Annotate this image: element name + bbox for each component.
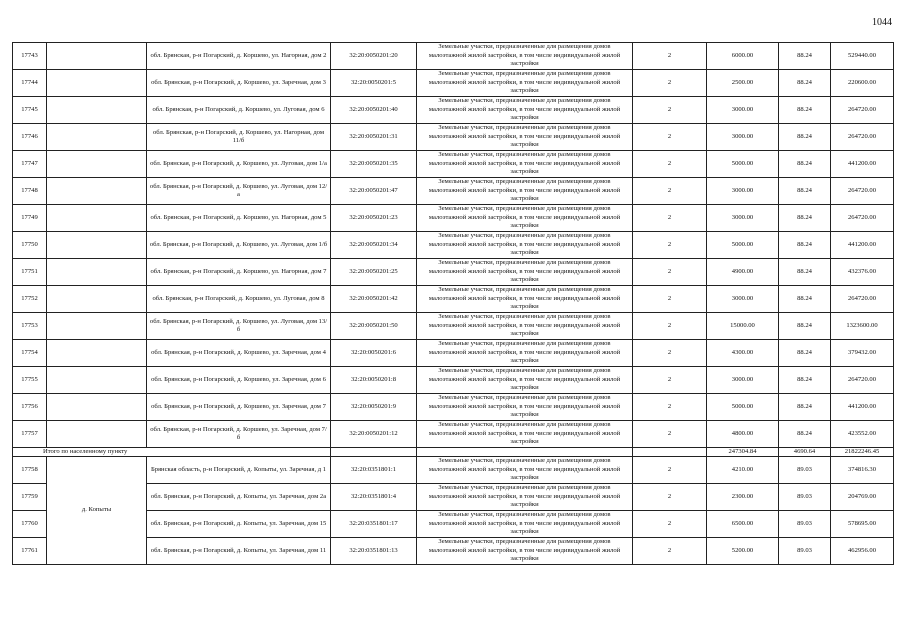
area-cell: 5000.00 xyxy=(707,151,779,178)
specific-value-cell: 88.24 xyxy=(779,340,831,367)
area-cell: 5000.00 xyxy=(707,394,779,421)
address-cell: обл. Брянская, р-н Погарский, д. Коршево, ул. Заречная, дом 7 xyxy=(147,394,331,421)
table-row xyxy=(13,286,894,313)
cadastral-number-cell: 32:20:0050201:23 xyxy=(331,205,417,232)
land-category-cell: Земельные участки, предназначенные для размещения домов малоэтажной жилой застройки, в том числе индивидуальной жилой застройки xyxy=(417,367,633,394)
land-category-cell: Земельные участки, предназначенные для размещения домов малоэтажной жилой застройки, в том числе индивидуальной жилой застройки xyxy=(417,97,633,124)
land-category-cell: Земельные участки, предназначенные для размещения домов малоэтажной жилой застройки, в том числе индивидуальной жилой застройки xyxy=(417,232,633,259)
area-cell: 3000.00 xyxy=(707,205,779,232)
table-row xyxy=(13,394,894,421)
address-cell: обл. Брянская, р-н Погарский, д. Коршево, ул. Луговая, дом 8 xyxy=(147,286,331,313)
settlement-cell xyxy=(47,259,147,286)
cadastral-number-cell: 32:20:0050201:8 xyxy=(331,367,417,394)
cadastral-value-cell: 220600.00 xyxy=(831,70,894,97)
cadastral-number-cell: 32:20:0050201:5 xyxy=(331,70,417,97)
group-cell: 2 xyxy=(633,178,707,205)
table-row xyxy=(13,178,894,205)
land-category-cell: Земельные участки, предназначенные для размещения домов малоэтажной жилой застройки, в том числе индивидуальной жилой застройки xyxy=(417,511,633,538)
row-number: 17749 xyxy=(13,205,47,232)
specific-value-cell: 88.24 xyxy=(779,178,831,205)
address-cell: обл. Брянская, р-н Погарский, д. Коршево, ул. Нагорная, дом 2 xyxy=(147,43,331,70)
specific-value-cell: 88.24 xyxy=(779,286,831,313)
settlement-cell xyxy=(47,124,147,151)
area-cell: 4900.00 xyxy=(707,259,779,286)
specific-value-cell: 88.24 xyxy=(779,70,831,97)
row-number: 17759 xyxy=(13,484,47,511)
settlement-cell xyxy=(47,286,147,313)
address-cell: обл. Брянская, р-н Погарский, д. Коршево, ул. Заречная, дом 3 xyxy=(147,70,331,97)
specific-value-cell: 88.24 xyxy=(779,259,831,286)
area-cell: 2500.00 xyxy=(707,70,779,97)
cadastral-value-cell: 264720.00 xyxy=(831,124,894,151)
address-cell: обл. Брянская, р-н Погарский, д. Копыты, ул. Заречная, дом 15 xyxy=(147,511,331,538)
row-number: 17750 xyxy=(13,232,47,259)
total-rate: 4690.64 xyxy=(779,448,831,457)
cadastral-value-cell: 204769.00 xyxy=(831,484,894,511)
group-cell: 2 xyxy=(633,97,707,124)
settlement-cell xyxy=(47,151,147,178)
table-row xyxy=(13,421,894,448)
land-category-cell: Земельные участки, предназначенные для размещения домов малоэтажной жилой застройки, в том числе индивидуальной жилой застройки xyxy=(417,43,633,70)
specific-value-cell: 88.24 xyxy=(779,313,831,340)
address-cell: обл. Брянская, р-н Погарский, д. Коршево, ул. Заречная, дом 7/б xyxy=(147,421,331,448)
settlement-cell xyxy=(47,367,147,394)
cadastral-number-cell: 32:20:0050201:34 xyxy=(331,232,417,259)
table-row xyxy=(13,205,894,232)
group-cell: 2 xyxy=(633,394,707,421)
specific-value-cell: 88.24 xyxy=(779,421,831,448)
table-row xyxy=(13,313,894,340)
cadastral-value-cell: 441200.00 xyxy=(831,151,894,178)
address-cell: обл. Брянская, р-н Погарский, д. Коршево, ул. Заречная, дом 4 xyxy=(147,340,331,367)
group-cell: 2 xyxy=(633,43,707,70)
area-cell: 4800.00 xyxy=(707,421,779,448)
row-number: 17758 xyxy=(13,457,47,484)
settlement-name: д. Копыты xyxy=(47,457,147,565)
row-number: 17744 xyxy=(13,70,47,97)
area-cell: 15000.00 xyxy=(707,313,779,340)
settlement-cell xyxy=(47,232,147,259)
cadastral-value-cell: 379432.00 xyxy=(831,340,894,367)
cadastral-number-cell: 32:20:0050201:9 xyxy=(331,394,417,421)
cadastral-number-cell: 32:20:0050201:50 xyxy=(331,313,417,340)
specific-value-cell: 88.24 xyxy=(779,151,831,178)
land-category-cell: Земельные участки, предназначенные для размещения домов малоэтажной жилой застройки, в том числе индивидуальной жилой застройки xyxy=(417,538,633,565)
specific-value-cell: 89.03 xyxy=(779,484,831,511)
specific-value-cell: 88.24 xyxy=(779,97,831,124)
cadastral-value-cell: 441200.00 xyxy=(831,394,894,421)
address-cell: обл. Брянская, р-н Погарский, д. Коршево, ул. Луговая, дом 12/а xyxy=(147,178,331,205)
cadastral-value-cell: 578695.00 xyxy=(831,511,894,538)
address-cell: обл. Брянская, р-н Погарский, д. Копыты, ул. Заречная, дом 11 xyxy=(147,538,331,565)
row-number: 17756 xyxy=(13,394,47,421)
table-row xyxy=(13,43,894,70)
cadastral-number-cell: 32:20:0351801:17 xyxy=(331,511,417,538)
address-cell: обл. Брянская, р-н Погарский, д. Коршево, ул. Нагорная, дом 5 xyxy=(147,205,331,232)
area-cell: 4210.00 xyxy=(707,457,779,484)
row-number: 17753 xyxy=(13,313,47,340)
group-cell: 2 xyxy=(633,313,707,340)
table-row xyxy=(13,340,894,367)
cadastral-number-cell: 32:20:0050201:47 xyxy=(331,178,417,205)
table-row xyxy=(13,232,894,259)
address-cell: обл. Брянская, р-н Погарский, д. Коршево, ул. Луговая, дом 1/б xyxy=(147,232,331,259)
settlement-cell xyxy=(47,97,147,124)
cadastral-number-cell: 32:20:0050201:25 xyxy=(331,259,417,286)
area-cell: 3000.00 xyxy=(707,178,779,205)
specific-value-cell: 88.24 xyxy=(779,124,831,151)
cadastral-number-cell: 32:20:0050201:6 xyxy=(331,340,417,367)
settlement-cell xyxy=(47,313,147,340)
settlement-cell xyxy=(47,394,147,421)
area-cell: 3000.00 xyxy=(707,367,779,394)
specific-value-cell: 88.24 xyxy=(779,367,831,394)
cadastral-number-cell: 32:20:0050201:20 xyxy=(331,43,417,70)
land-category-cell: Земельные участки, предназначенные для размещения домов малоэтажной жилой застройки, в том числе индивидуальной жилой застройки xyxy=(417,457,633,484)
row-number: 17761 xyxy=(13,538,47,565)
cadastral-number-cell: 32:20:0351801:1 xyxy=(331,457,417,484)
row-number: 17755 xyxy=(13,367,47,394)
cadastral-value-cell: 462956.00 xyxy=(831,538,894,565)
cadastral-number-cell: 32:20:0050201:35 xyxy=(331,151,417,178)
table-row xyxy=(13,151,894,178)
cadastral-value-table xyxy=(12,42,894,565)
cadastral-number-cell: 32:20:0351801:13 xyxy=(331,538,417,565)
cadastral-value-cell: 423552.00 xyxy=(831,421,894,448)
settlement-cell xyxy=(47,340,147,367)
table-row xyxy=(13,367,894,394)
total-area: 247304.84 xyxy=(707,448,779,457)
area-cell: 6000.00 xyxy=(707,43,779,70)
table-row xyxy=(13,259,894,286)
address-cell: обл. Брянская, р-н Погарский, д. Коршево, ул. Луговая, дом 13/б xyxy=(147,313,331,340)
group-cell: 2 xyxy=(633,151,707,178)
cadastral-value-cell: 264720.00 xyxy=(831,97,894,124)
land-category-cell: Земельные участки, предназначенные для размещения домов малоэтажной жилой застройки, в том числе индивидуальной жилой застройки xyxy=(417,340,633,367)
address-cell: обл. Брянская, р-н Погарский, д. Коршево, ул. Нагорная, дом 7 xyxy=(147,259,331,286)
address-cell: Брянская область, р-н Погарский, д. Копыты, ул. Заречная, д 1 xyxy=(147,457,331,484)
row-number: 17747 xyxy=(13,151,47,178)
area-cell: 2300.00 xyxy=(707,484,779,511)
area-cell: 3000.00 xyxy=(707,97,779,124)
area-cell: 5000.00 xyxy=(707,232,779,259)
table-row xyxy=(13,70,894,97)
specific-value-cell: 89.03 xyxy=(779,457,831,484)
land-category-cell: Земельные участки, предназначенные для размещения домов малоэтажной жилой застройки, в том числе индивидуальной жилой застройки xyxy=(417,124,633,151)
land-category-cell: Земельные участки, предназначенные для размещения домов малоэтажной жилой застройки, в том числе индивидуальной жилой застройки xyxy=(417,394,633,421)
settlement-cell xyxy=(47,43,147,70)
group-cell: 2 xyxy=(633,340,707,367)
group-cell: 2 xyxy=(633,205,707,232)
cadastral-value-cell: 264720.00 xyxy=(831,286,894,313)
specific-value-cell: 88.24 xyxy=(779,43,831,70)
group-cell: 2 xyxy=(633,538,707,565)
row-number: 17760 xyxy=(13,511,47,538)
group-cell: 2 xyxy=(633,124,707,151)
row-number: 17746 xyxy=(13,124,47,151)
group-cell: 2 xyxy=(633,286,707,313)
area-cell: 4300.00 xyxy=(707,340,779,367)
cadastral-value-cell: 441200.00 xyxy=(831,232,894,259)
area-cell: 6500.00 xyxy=(707,511,779,538)
group-cell: 2 xyxy=(633,70,707,97)
table-row xyxy=(13,457,894,484)
land-category-cell: Земельные участки, предназначенные для размещения домов малоэтажной жилой застройки, в том числе индивидуальной жилой застройки xyxy=(417,70,633,97)
cadastral-value-cell: 264720.00 xyxy=(831,367,894,394)
cadastral-number-cell: 32:20:0050201:42 xyxy=(331,286,417,313)
group-cell: 2 xyxy=(633,367,707,394)
cadastral-number-cell: 32:20:0050201:12 xyxy=(331,421,417,448)
cadastral-value-cell: 374816.30 xyxy=(831,457,894,484)
land-category-cell: Земельные участки, предназначенные для размещения домов малоэтажной жилой застройки, в том числе индивидуальной жилой застройки xyxy=(417,205,633,232)
row-number: 17752 xyxy=(13,286,47,313)
table-row xyxy=(13,124,894,151)
land-category-cell: Земельные участки, предназначенные для размещения домов малоэтажной жилой застройки, в том числе индивидуальной жилой застройки xyxy=(417,151,633,178)
group-cell: 2 xyxy=(633,484,707,511)
total-label: Итого по населенному пункту xyxy=(13,448,331,457)
area-cell: 3000.00 xyxy=(707,286,779,313)
row-number: 17743 xyxy=(13,43,47,70)
specific-value-cell: 88.24 xyxy=(779,394,831,421)
settlement-cell xyxy=(47,205,147,232)
total-value: 21822246.45 xyxy=(831,448,894,457)
cadastral-value-cell: 264720.00 xyxy=(831,178,894,205)
land-category-cell: Земельные участки, предназначенные для размещения домов малоэтажной жилой застройки, в том числе индивидуальной жилой застройки xyxy=(417,421,633,448)
group-cell: 2 xyxy=(633,259,707,286)
total-row xyxy=(13,448,894,457)
area-cell: 5200.00 xyxy=(707,538,779,565)
cadastral-number-cell: 32:20:0351801:4 xyxy=(331,484,417,511)
table-row xyxy=(13,97,894,124)
land-category-cell: Земельные участки, предназначенные для размещения домов малоэтажной жилой застройки, в том числе индивидуальной жилой застройки xyxy=(417,178,633,205)
address-cell: обл. Брянская, р-н Погарский, д. Коршево, ул. Нагорная, дом 11/б xyxy=(147,124,331,151)
group-cell: 2 xyxy=(633,457,707,484)
settlement-cell xyxy=(47,421,147,448)
row-number: 17751 xyxy=(13,259,47,286)
area-cell: 3000.00 xyxy=(707,124,779,151)
row-number: 17748 xyxy=(13,178,47,205)
group-cell: 2 xyxy=(633,421,707,448)
address-cell: обл. Брянская, р-н Погарский, д. Коршево, ул. Луговая, дом 6 xyxy=(147,97,331,124)
group-cell: 2 xyxy=(633,232,707,259)
row-number: 17745 xyxy=(13,97,47,124)
specific-value-cell: 88.24 xyxy=(779,205,831,232)
settlement-cell xyxy=(47,70,147,97)
cadastral-value-cell: 529440.00 xyxy=(831,43,894,70)
cadastral-value-cell: 1323600.00 xyxy=(831,313,894,340)
cadastral-value-cell: 432376.00 xyxy=(831,259,894,286)
cadastral-number-cell: 32:20:0050201:40 xyxy=(331,97,417,124)
address-cell: обл. Брянская, р-н Погарский, д. Коршево, ул. Заречная, дом 6 xyxy=(147,367,331,394)
row-number: 17754 xyxy=(13,340,47,367)
cadastral-value-cell: 264720.00 xyxy=(831,205,894,232)
land-category-cell: Земельные участки, предназначенные для размещения домов малоэтажной жилой застройки, в том числе индивидуальной жилой застройки xyxy=(417,313,633,340)
specific-value-cell: 89.03 xyxy=(779,538,831,565)
cadastral-number-cell: 32:20:0050201:31 xyxy=(331,124,417,151)
land-category-cell: Земельные участки, предназначенные для размещения домов малоэтажной жилой застройки, в том числе индивидуальной жилой застройки xyxy=(417,484,633,511)
group-cell: 2 xyxy=(633,511,707,538)
settlement-cell xyxy=(47,178,147,205)
land-category-cell: Земельные участки, предназначенные для размещения домов малоэтажной жилой застройки, в том числе индивидуальной жилой застройки xyxy=(417,286,633,313)
land-category-cell: Земельные участки, предназначенные для размещения домов малоэтажной жилой застройки, в том числе индивидуальной жилой застройки xyxy=(417,259,633,286)
address-cell: обл. Брянская, р-н Погарский, д. Копыты, ул. Заречная, дом 2а xyxy=(147,484,331,511)
row-number: 17757 xyxy=(13,421,47,448)
page-number: 1044 xyxy=(872,17,892,28)
specific-value-cell: 88.24 xyxy=(779,232,831,259)
address-cell: обл. Брянская, р-н Погарский, д. Коршево, ул. Луговая, дом 1/а xyxy=(147,151,331,178)
specific-value-cell: 89.03 xyxy=(779,511,831,538)
